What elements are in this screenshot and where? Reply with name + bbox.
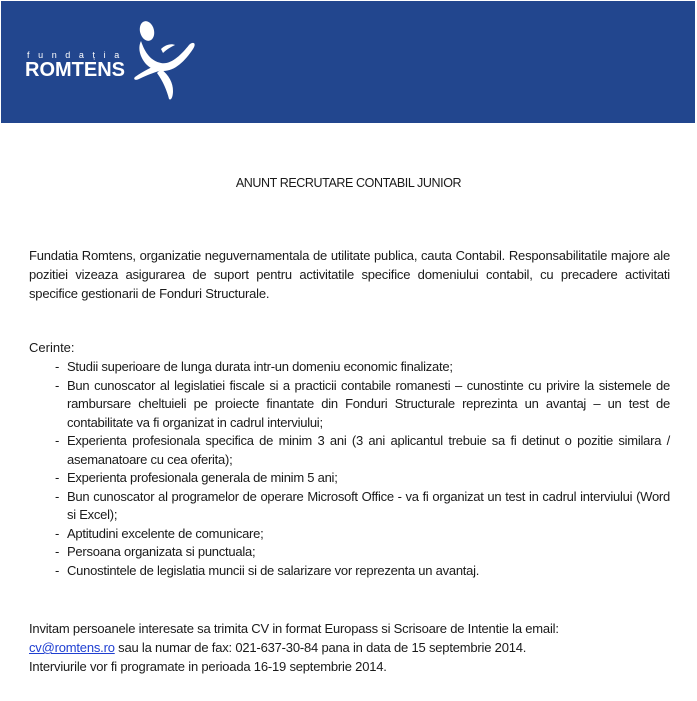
requirement-item xyxy=(55,469,670,488)
bullet-dash: - xyxy=(55,470,60,485)
closing-line-2: sau la numar de fax: 021-637-30-84 pana in data de 15 septembrie 2014. xyxy=(114,640,527,655)
bullet-dash: - xyxy=(55,488,60,504)
requirement-text: Experienta profesionala specifica de minim 3 ani (3 ani aplicantul trebuie sa fi detinut o pozitie similara / asemanatoare cu cea oferita); xyxy=(67,433,670,467)
bullet-dash: - xyxy=(55,544,60,559)
bullet-dash: - xyxy=(55,562,60,578)
logo-subtitle: fundația xyxy=(27,50,128,60)
requirement-item xyxy=(55,358,670,377)
closing-paragraph xyxy=(29,619,670,676)
logo-name: ROMTENS xyxy=(25,59,125,81)
document-title: ANUNT RECRUTARE CONTABIL JUNIOR xyxy=(235,176,462,190)
requirement-text: Persoana organizata si punctuala; xyxy=(67,544,256,559)
closing-line-1: Invitam persoanele interesate sa trimita CV in format Europass si Scrisoare de Intentie la email: xyxy=(29,621,559,636)
bullet-dash: - xyxy=(55,359,60,374)
requirement-item xyxy=(55,488,670,525)
requirement-item xyxy=(55,543,670,562)
bullet-dash: - xyxy=(55,377,60,393)
requirement-item xyxy=(55,525,670,544)
requirement-text: Experienta profesionala generala de minim 5 ani; xyxy=(67,470,338,485)
intro-paragraph: Fundatia Romtens, organizatie neguvernamentala de utilitate publica, cauta Contabil. Responsabilitatile majore ale pozitiei vizeaza asigurarea de suport pentru activitatile specifice domeniului contabil, cu precadere activitati specifice gestionarii de Fonduri Structurale. xyxy=(29,248,670,301)
requirement-item xyxy=(55,377,670,433)
requirement-text: Bun cunoscator al programelor de operare Microsoft Office - va fi organizat un test in cadrul interviului (Word si Excel); xyxy=(67,488,670,522)
requirement-text: Aptitudini excelente de comunicare; xyxy=(67,525,264,541)
requirement-item xyxy=(55,562,670,581)
email-link[interactable]: cv@romtens.ro xyxy=(29,640,115,655)
requirement-text: Studii superioare de lunga durata intr-un domeniu economic finalizate; xyxy=(67,359,453,374)
requirement-item xyxy=(55,432,670,469)
bullet-dash: - xyxy=(55,525,60,541)
requirements-label: Cerinte: xyxy=(29,340,75,355)
header-banner xyxy=(1,1,695,123)
requirements-list xyxy=(55,358,670,580)
requirement-text: Cunostintele de legislatia muncii si de salarizare vor reprezenta un avantaj. xyxy=(67,562,480,578)
requirement-text: Bun cunoscator al legislatiei fiscale si a practicii contabile romanesti – cunostinte cu privire la sistemele de rambursare cheltuieli pe proiecte finantate din Fonduri Structurale reprezinta un avantaj – un test de contabilitate va fi organizat in cadrul interviului; xyxy=(67,377,670,430)
jumping-figure-icon xyxy=(131,19,201,101)
bullet-dash: - xyxy=(55,433,60,448)
closing-line-3: Interviurile vor fi programate in perioada 16-19 septembrie 2014. xyxy=(29,659,387,674)
